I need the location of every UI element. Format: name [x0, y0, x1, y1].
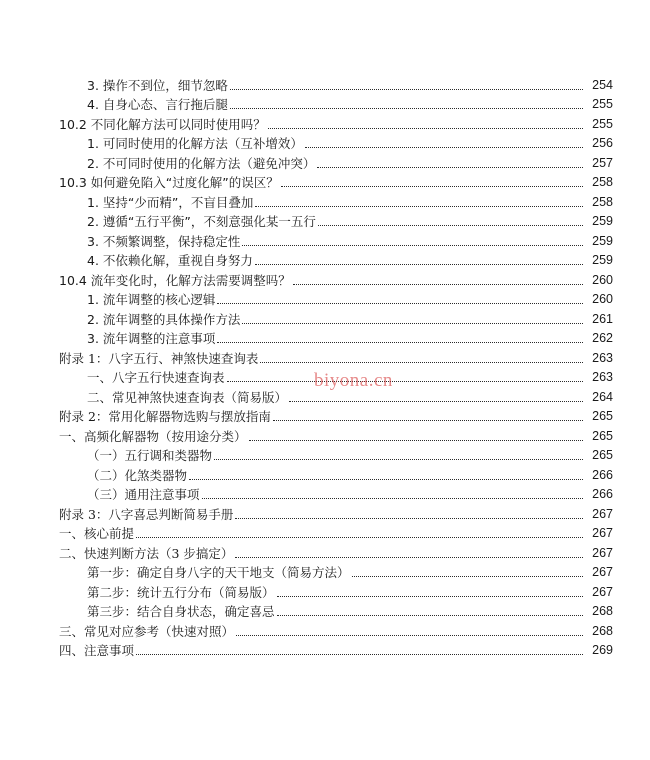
toc-entry-page: 259 [592, 233, 613, 248]
toc-entry[interactable] [87, 366, 613, 386]
dot-leader [273, 420, 583, 421]
dot-leader [217, 303, 583, 304]
toc-entry[interactable] [87, 132, 613, 152]
toc-entry-page: 263 [592, 370, 613, 384]
toc-entry[interactable] [87, 327, 613, 347]
dot-leader [249, 440, 583, 441]
watermark: biyona.cn [314, 370, 393, 391]
toc-entry-page: 265 [592, 409, 613, 423]
toc-entry-page: 264 [592, 389, 613, 404]
dot-leader [235, 557, 583, 558]
dot-leader [277, 615, 583, 616]
dot-leader [281, 186, 583, 187]
toc-entry-page: 268 [592, 604, 613, 618]
dot-leader [235, 518, 583, 519]
toc-entry[interactable] [87, 444, 613, 464]
toc-entry-title: 1. 坚持“少而精”，不盲目叠加 [87, 194, 254, 210]
toc-entry-page: 265 [592, 428, 613, 443]
toc-entry-page: 267 [592, 565, 613, 579]
toc-entry-title: （一）五行调和类器物 [87, 448, 213, 463]
toc-entry-title: 2. 遵循“五行平衡”，不刻意强化某一五行 [87, 214, 316, 229]
toc-entry-page: 266 [592, 467, 613, 482]
dot-leader [255, 264, 583, 265]
toc-entry-title: 附录 2：常用化解器物选购与摆放指南 [59, 409, 271, 424]
toc-entry-title: 10.3 如何避免陷入“过度化解”的误区？ [59, 175, 279, 190]
toc-entry-title: 附录 3：八字喜忌判断简易手册 [59, 506, 234, 522]
toc-entry-title: 10.2 不同化解方法可以同时使用吗？ [59, 116, 266, 132]
toc-entry[interactable] [59, 424, 613, 444]
toc-entry-title: 二、常见神煞快速查询表（简易版） [87, 389, 288, 405]
toc-entry-title: 1. 流年调整的核心逻辑 [87, 292, 216, 307]
toc-entry[interactable] [59, 171, 613, 191]
toc-entry[interactable] [59, 502, 613, 522]
toc-entry[interactable] [87, 151, 613, 171]
toc-entry-title: 4. 自身心态、言行拖后腿 [87, 97, 228, 112]
toc-entry[interactable] [59, 268, 613, 288]
toc-entry[interactable] [59, 522, 613, 542]
toc-entry[interactable] [87, 93, 613, 113]
toc-entry-page: 267 [592, 545, 613, 560]
toc-entry[interactable] [87, 288, 613, 308]
toc-entry-title: 10.4 流年变化时，化解方法需要调整吗？ [59, 272, 291, 288]
toc-entry-page: 269 [592, 643, 613, 657]
toc-entry[interactable] [87, 190, 613, 210]
toc-entry-title: 1. 可同时使用的化解方法（互补增效） [87, 136, 303, 151]
toc-entry[interactable] [59, 405, 613, 425]
toc-entry[interactable] [59, 639, 613, 659]
toc-entry-page: 258 [592, 175, 613, 189]
toc-entry-page: 265 [592, 448, 613, 462]
toc-entry[interactable] [87, 307, 613, 327]
toc-entry[interactable] [59, 541, 613, 561]
toc-entry-page: 255 [592, 116, 613, 131]
toc-entry-page: 258 [592, 194, 613, 209]
toc-entry-title: 3. 操作不到位，细节忽略 [87, 77, 228, 93]
toc-entry[interactable] [59, 619, 613, 639]
dot-leader [230, 89, 583, 90]
toc-entry-title: 附录 1：八字五行、神煞快速查询表 [59, 350, 259, 366]
toc-entry-title: 一、核心前提 [59, 526, 135, 541]
dot-leader [217, 342, 583, 343]
toc-entry[interactable] [87, 600, 613, 620]
toc-entry-page: 259 [592, 253, 613, 267]
dot-leader [202, 498, 583, 499]
toc-entry-page: 266 [592, 487, 613, 501]
toc-entry[interactable] [87, 463, 613, 483]
toc-entry-page: 254 [592, 77, 613, 92]
toc-entry[interactable] [87, 580, 613, 600]
toc-entry[interactable] [87, 561, 613, 581]
dot-leader [189, 479, 583, 480]
toc-entry-page: 268 [592, 623, 613, 638]
toc-entry[interactable] [87, 483, 613, 503]
dot-leader [277, 596, 583, 597]
dot-leader [268, 128, 583, 129]
toc-entry-page: 261 [592, 311, 613, 326]
toc-entry[interactable] [87, 229, 613, 249]
toc-entry-page: 267 [592, 506, 613, 521]
dot-leader [352, 576, 583, 577]
toc-entry-title: 四、注意事项 [59, 643, 135, 658]
toc-entry[interactable] [87, 73, 613, 93]
dot-leader [317, 167, 583, 168]
dot-leader [289, 401, 583, 402]
toc-entry-title: 一、八字五行快速查询表 [87, 370, 225, 385]
toc-entry-page: 262 [592, 331, 613, 345]
dot-leader [236, 635, 583, 636]
toc-entry[interactable] [59, 346, 613, 366]
toc-entry[interactable] [87, 385, 613, 405]
toc-entry-title: （二）化煞类器物 [87, 467, 188, 483]
toc-entry-page: 259 [592, 214, 613, 228]
dot-leader [255, 206, 583, 207]
toc-entry-title: 第一步：确定自身八字的天干地支（简易方法） [87, 565, 350, 580]
toc-entry-title: 3. 流年调整的注意事项 [87, 331, 216, 346]
dot-leader [260, 362, 583, 363]
dot-leader [242, 323, 583, 324]
toc-entry-page: 267 [592, 526, 613, 540]
dot-leader [305, 147, 583, 148]
toc-entry-title: 4. 不依赖化解，重视自身努力 [87, 253, 253, 268]
toc-entry-title: 3. 不频繁调整，保持稳定性 [87, 233, 241, 249]
toc-entry-title: 三、常见对应参考（快速对照） [59, 623, 235, 639]
toc-entry-title: 二、快速判断方法（3 步搞定） [59, 545, 234, 561]
toc-entry-page: 256 [592, 136, 613, 150]
toc-entry[interactable] [87, 210, 613, 230]
dot-leader [136, 537, 583, 538]
toc-entry-title: 一、高频化解器物（按用途分类） [59, 428, 247, 444]
dot-leader [293, 284, 583, 285]
toc-entry-title: 第三步：结合自身状态，确定喜忌 [87, 604, 275, 619]
toc-entry-title: 2. 不可同时使用的化解方法（避免冲突） [87, 155, 316, 171]
toc-entry-page: 267 [592, 584, 613, 599]
table-of-contents [0, 73, 650, 658]
toc-entry-page: 260 [592, 272, 613, 287]
toc-entry-title: 2. 流年调整的具体操作方法 [87, 311, 241, 327]
toc-entry-page: 257 [592, 155, 613, 170]
toc-entry-page: 260 [592, 292, 613, 306]
toc-entry[interactable] [87, 249, 613, 269]
dot-leader [230, 108, 583, 109]
toc-entry[interactable] [59, 112, 613, 132]
dot-leader [227, 381, 583, 382]
toc-entry-title: 第二步：统计五行分布（简易版） [87, 584, 275, 600]
dot-leader [214, 459, 583, 460]
dot-leader [136, 654, 583, 655]
toc-entry-title: （三）通用注意事项 [87, 487, 200, 502]
toc-entry-page: 263 [592, 350, 613, 365]
toc-entry-page: 255 [592, 97, 613, 111]
dot-leader [318, 225, 583, 226]
dot-leader [242, 245, 583, 246]
